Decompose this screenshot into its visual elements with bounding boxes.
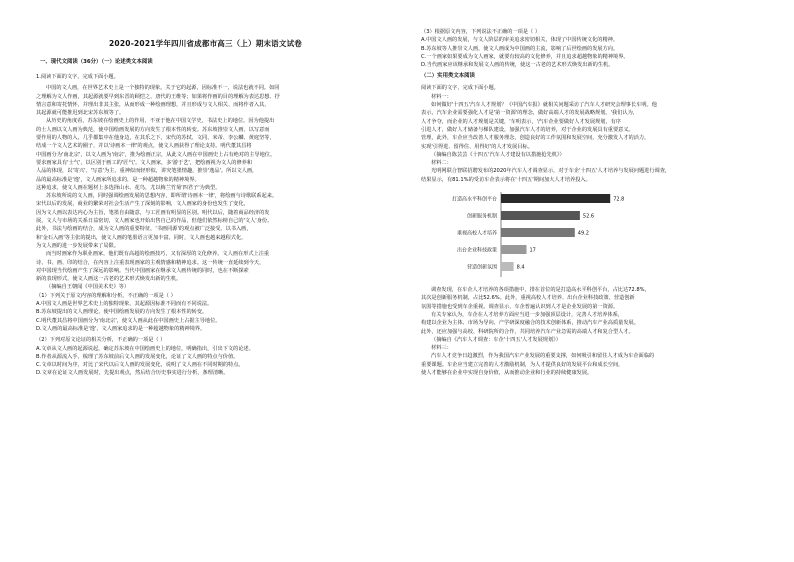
option-a: A.文章从文人画的起源说起，确定苏东坡在中国绘画史上的地位，明确指出，引出下文的论述。 [36,345,254,352]
category-label: 重视高校人才培养 [456,230,497,237]
question-intro: 1.阅读下面的文字，完成下面小题。 [36,74,119,80]
text-line: 结果显示，有81.1%的受访车企表示将在'十四五'期间加大人才培养投入。 [421,176,591,183]
option-c: C.文章以时间为序，对比了宋代以后文人画的发展变化，说明了文人画在不同时期的特点。 [36,362,244,369]
text-line: 要作用的人物的入，几乎都集中在他身边，在其乐之下，宋代的苏轼、文同、米芾、李公麟、黄庭坚等， [36,135,275,142]
category-label: 创新服务机制 [466,213,497,220]
text-line: 之理解为文人作画，其起源就要早到东晋的顾恺之、唐代的王维等；如果将作画的目的理解为表达思想、抒 [36,93,280,100]
text-line: 如何做好'十四五'汽车人才规划？《中国汽车报》就相关问题采访了汽车人才研究会理事长车明。他 [431,102,657,109]
text-line: 结成一个文人艺术的圈子，并以'诗画本一律'的观点，使文人画获得了理论支持。明代董其昌将 [36,143,252,150]
text-line: 新的表现形式，使文人画这一古老的艺术形式焕发出新的生机。 [36,276,182,283]
source-citation: （摘编自王朝闻《中国美术史》等） [46,284,130,291]
exam-title: 2020-2021学年四川省成都市高三（上）期末语文试卷 [109,39,302,48]
data-label: 8.4 [516,264,525,271]
text-line: 人品的体现，以'寄兴'、'写意'为主，重神似而轻形似，讲究笔墨情趣，推崇'逸品'。所以文人画， [36,168,258,175]
text-line: 此外，还应加强与高校、科研院所的合作，共同培养汽车产业急需的高端人才和复合型人才。 [421,328,634,335]
data-label: 52.6 [582,213,595,220]
source-citation: （摘编自《汽车人才调查：车企'十四五'人才发展规划》） [431,336,561,343]
text-line: 其次是创新服务机制，占比52.6%。此外，重视高校人才培养、出台企业科技政策、营造创新 [421,295,635,302]
question-2: （2）下列对原文论证的相关分析，不正确的一项是（ ） [36,337,166,344]
data-label: 72.8 [613,196,625,203]
paragraph-1 [36,84,375,117]
text-line: 中国画分为'南北宗'，以文人画为'南宗'，推为绘画正宗，从此文人画在中国画史上占有绝对的主导地位。 [36,151,276,158]
text-line: 这种追求，使文人画在题材上多选择山水、花鸟，尤以梅兰竹菊'四君子'为典型。 [36,184,221,191]
text-line: 从历史的角度看，苏东坡在绘画史上的作用，不亚于他在中国文学史、书法史上的地位。因为他提出 [46,118,275,125]
data-label: 17 [529,247,536,254]
text-line: 调查发现，在车企人才培养的各项措施中，排在首位的是打造高水平科创平台，占比达72.8%， [431,287,650,294]
text-line: 管理，此外，车企应当改善人才服务理念，创造良好的工作氛围和发展空间，充分激发人才的活力， [421,135,650,142]
paragraph-4 [36,250,375,283]
text-line: 中国的文人画，在世界艺术史上是一个独特的现象。关于它的起源，因标准不一，说法也就不同。如同 [46,85,280,92]
text-line: 和'金石入画'等主张的提出，使文人画的笔墨语言更加丰富。同时，文人画也越来越程式化， [36,234,247,241]
question-intro-2: 阅读下面的文字，完成下面小题。 [421,85,499,92]
text-line: 苏东坡所说的文人画，同时强调绘画发展的思想内容，即所谓'诗画本一律'，将绘画与诗歌联系起来。 [46,193,278,200]
text-line: 为文人画的进一步发展带来了局限。 [36,242,120,249]
text-line: 表示，汽车企业需要强化人才是'第一资源'的理念，做好高端人才的发展战略规划。'我们认为， [421,110,638,117]
material-2-label: 材料二： [431,160,452,167]
text-line: 品的最高标准是'逸'，文人画家所追求的，是一种超越物象的精神境界。 [36,176,200,183]
source-citation: （摘编自陈芸芸《十四五'汽车人才建设有以措施抢先机》） [431,151,565,158]
text-line: 重要课题。车企应当建立完善的人才激励机制，为人才提供良好的发展平台和成长空间， [421,361,624,368]
text-line: 有关专家认为，车企在人才培养方面应当进一步加强顶层设计，完善人才培养体系， [431,311,623,318]
text-line: 使人才能够在企业中实现自身价值，从而推动企业和行业的持续健康发展。 [421,370,593,377]
bar [501,194,610,203]
option-a: A.中国文人画的发展，与文人阶层的审美追求密切相关，体现了中国传统文化的精神。 [421,37,619,44]
option-b: B.作者从源流入手，梳理了苏东坡前后文人画的发展变化，论证了文人画的特点与价值。 [36,353,239,360]
text-line: 要求画家具有'士气'，以区别于画工的'匠气'。文人画家，多'游于艺'，把绘画视为文人的修养和 [36,159,253,166]
bar [501,245,527,254]
paragraph-2 [36,117,375,192]
paragraph-3 [36,192,375,250]
text-line: 的士人画以文人画为典范，使中国绘画发展的方向发生了根本性的转变。苏东坡推崇文人画、以写意而 [36,126,270,133]
text-line: 诗、书、画、印的结合，在内容上注重表现画家的主观情感和精神追求。这一传统一直延续到今天， [36,259,265,266]
text-line: 宋代以后的发展，商业的繁荣对社会生活产生了深刻的影响，文人画家的身份也发生了变化， [36,201,249,208]
text-line: 汽车人才竞争日趋激烈，作为我国汽车产业发展的重要支撑，如何吸引和留住人才成为车企面临的 [431,353,655,360]
text-line: 情言意和寄托情怀，并理出非其主张，从而形成一种绘画理想，并且形成与文人相关、而将作者入其， [36,101,270,108]
option-c: C.明代董其昌将中国画分为'南北宗'，使文人画从此在中国画史上占据主导地位。 [36,317,221,324]
bar [501,211,580,220]
option-b: B.苏东坡等人推崇文人画，使文人画成为中国画的主流，影响了后世绘画的发展方向。 [421,45,619,52]
option-d: D.当代画家应该继承和发展文人画的传统，使这一古老的艺术形式焕发出新的生机。 [421,62,614,69]
text-line: 实现'引得进、留得住、用得好'的人才发展目标。 [421,143,533,150]
text-line: 此外，书法与绘画的结合，成为文人画的重要特征，'书画同源'的观点被广泛接受。以书入画， [36,226,252,233]
option-d: D.文章在论证文人画发展时，先提出观点，然后结合历史事实进行分析，条理清晰。 [36,370,229,377]
bar-chart [421,188,651,280]
text-line: 而当时画家作为职业画家，他们既有高超的绘画技巧，又有深厚的文化修养。文人画在形式上注重 [46,251,270,258]
option-d: D.文人画的最高标准是'逸'，文人画家追求的是一种超越物象的精神境界。 [36,325,206,332]
bar [501,228,575,237]
question-1: （1）下列关于原文内容的理解和分析，不正确的一项是（ ） [36,292,176,299]
option-c: C.一个画家如果要成为文人画家，就要有较高的文化修养，并且追求超越物象的精神境界。 [421,53,629,60]
text-line: 引进人才，做好人才储备与梯队建设，加强汽车人才的培养，对于企业的发展具有重要意义。 [421,126,634,133]
section-heading-2: （二）实用类文本阅读 [421,73,475,80]
text-line: 其起源就可能推迟到北宋苏东坡等了。 [36,110,125,117]
text-line: 人才争夺，而企业的人才规划是关键，'车明表示，'汽车企业要做好人才发展规划，有序 [421,118,621,125]
text-line: 光明网联合智联招聘发布的2020年汽车人才调查显示，对于车企'十四五'人才培养与发展问题进行调查， [431,168,671,175]
material-3-label: 材料三： [431,345,452,352]
text-line: 构建以企业为主体、市场为导向、产学研深度融合的技术创新体系，推动汽车产业高质量发展。 [421,320,639,327]
material-1-label: 材料一： [431,93,452,100]
category-label: 打造高水平科创平台 [451,196,497,203]
question-3: （3）根据原文内容，下列说法不正确的一项是（ ） [421,29,541,35]
text-line: 对中国现当代绘画产生了深远的影响。当代中国画家在继承文人画传统的同时，也在不断探索 [36,267,249,274]
data-label: 49.2 [577,230,589,237]
right-page [397,0,794,562]
text-line: 氛围等措施也受到车企重视。调查显示，车企普遍认识到人才是企业发展的第一资源。 [421,303,619,310]
section-heading: 一、现代文阅读（36分）（一）论述类文本阅读 [40,59,153,65]
option-b: B.苏东坡提出的文人画理论，使中国绘画发展的方向发生了根本性的转变。 [36,309,208,316]
text-line: 因为文人画以表达内心为主旨，笔墨自由随意，与工匠画有明显的区别。明代以后，随着商品经济的发 [36,209,270,216]
option-a: A.中国文人画是世界艺术史上的独特现象，其起源因标准不同而有不同说法。 [36,301,213,308]
category-label: 出台企业科技政策 [456,247,497,254]
text-line: 展，文人与市场的关系日益密切，文人画家也开始出售自己的作品，但他们依然标榜自己的'文人'身份。 [36,218,273,225]
bar [501,262,514,271]
category-label: 营造创新氛围 [466,264,497,271]
